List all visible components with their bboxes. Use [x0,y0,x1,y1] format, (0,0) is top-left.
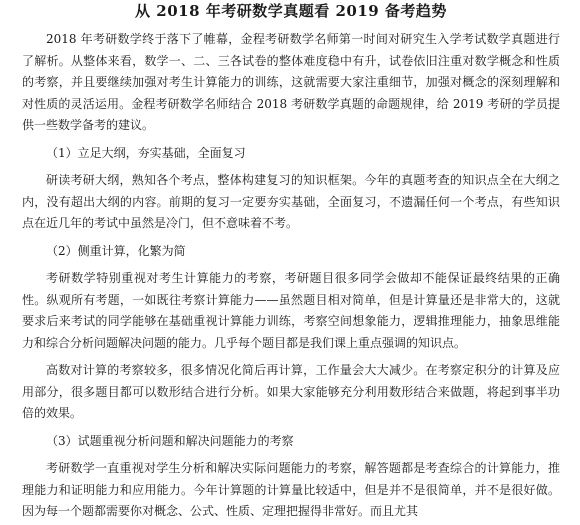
section-2-heading: （2）侧重计算，化繁为简 [46,243,186,258]
section-3-heading: （3）试题重视分析问题和解决问题能力的考察 [46,433,294,448]
section-1-heading: （1）立足大纲，夯实基础，全面复习 [46,145,246,160]
document-title: 从 2018 年考研数学真题看 2019 备考趋势 [135,2,447,20]
section-2-paragraph-2: 高数对计算的考察较多，很多情况化简后再计算，工作量会大大减少。在考察定积分的计算及应用部分，很多题目都可以数形结合进行分析。如果大家能够充分利用数形结合来做题，将起到事半功倍的效果。 [22,363,560,420]
section-2-paragraph-1: 考研数学特别重视对考生计算能力的考察，考研题目很多同学会做却不能保证最终结果的正确性。纵观所有考题，一如既往考察计算能力——虽然题目相对简单，但是计算量还是非常大的，这就要求后来考试的同学能够在基础重视计算能力训练，考察空间想象能力，逻辑推理能力，抽象思维能力和综合分析问题解决问题的能力。几乎每个题目都是我们课上重点强调的知识点。 [22,271,560,350]
intro-paragraph: 2018 年考研数学终于落下了帷幕，金程考研数学名师第一时间对研究生入学考试数学真题进行了解析。从整体来看，数学一、二、三各试卷的整体难度稳中有升，试卷依旧注重对数学概念和性质的考察，并且要继续加强对考生计算能力的训练，这就需要大家注重细节，加强对概念的深刻理解和对性质的灵活运用。金程考研数学名师结合 2018 考研数学真题的命题规律，给 2019 考研的学员提供一些数学备考的建议。 [22,32,560,132]
section-3-paragraph-1: 考研数学一直重视对学生分析和解决实际问题能力的考察，解答题都是考查综合的计算能力，推理能力和证明能力和应用能力。今年计算题的计算量比较适中，但是并不是很简单，并不是很好做。因为每一个题都需要你对概念、公式、性质、定理把握得非常好。而且尤其 [22,461,560,518]
section-1-paragraph-1: 研读考研大纲，熟知各个考点，整体构建复习的知识框架。今年的真题考查的知识点全在大纲之内，没有超出大纲的内容。前期的复习一定要夯实基础，全面复习，不遗漏任何一个考点，有些知识点在近几年的考试中虽然是冷门，但不意味着不考。 [22,173,560,230]
